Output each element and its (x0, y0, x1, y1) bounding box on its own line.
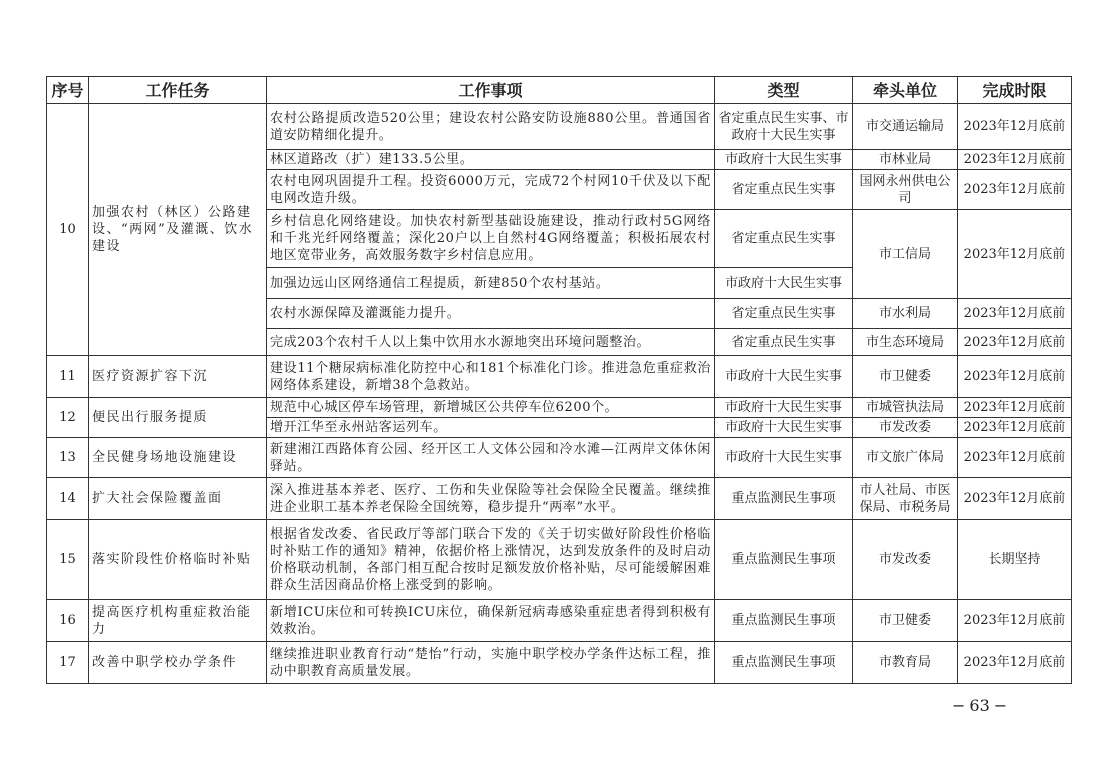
type-cell: 市政府十大民生实事 (715, 268, 853, 299)
table-row (47, 600, 1072, 642)
type-cell: 重点监测民生事项 (715, 520, 853, 600)
type-cell: 重点监测民生事项 (715, 600, 853, 642)
task-cell: 便民出行服务提质 (89, 398, 267, 438)
type-cell: 省定重点民生实事 (715, 170, 853, 210)
type-cell: 市政府十大民生实事 (715, 438, 853, 478)
item-cell: 深入推进基本养老、医疗、工伤和失业保险等社会保险全民覆盖。继续推进企业职工基本养老保险全国统筹，稳步提升“两率”水平。 (267, 478, 715, 520)
task-cell: 提高医疗机构重症救治能力 (89, 600, 267, 642)
lead-cell: 市林业局 (853, 150, 958, 170)
deadline-cell: 2023年12月底前 (958, 600, 1072, 642)
item-cell: 加强边远山区网络通信工程提质，新建850个农村基站。 (267, 268, 715, 299)
lead-cell: 市卫健委 (853, 356, 958, 398)
item-cell: 乡村信息化网络建设。加快农村新型基础设施建设，推动行政村5G网络和千兆光纤网络覆盖；深化20户以上自然村4G网络覆盖；积极拓展农村地区宽带业务，高效服务数字乡村信息应用。 (267, 210, 715, 268)
page-dash-left: − (952, 696, 966, 715)
item-cell: 建设11个糖尿病标准化防控中心和181个标准化门诊。推进急危重症救治网络体系建设，新增38个急救站。 (267, 356, 715, 398)
item-cell: 林区道路改（扩）建133.5公里。 (267, 150, 715, 170)
seq-cell: 13 (47, 438, 89, 478)
deadline-cell: 2023年12月底前 (958, 398, 1072, 418)
type-cell: 市政府十大民生实事 (715, 398, 853, 418)
item-cell: 新建湘江西路体育公园、经开区工人文体公园和冷水滩—江两岸文体休闲驿站。 (267, 438, 715, 478)
seq-cell: 10 (47, 104, 89, 356)
type-cell: 省定重点民生实事、市政府十大民生实事 (715, 104, 853, 150)
table-row (47, 356, 1072, 398)
item-cell: 农村公路提质改造520公里；建设农村公路安防设施880公里。普通国省道安防精细化提升。 (267, 104, 715, 150)
table-row (47, 398, 1072, 418)
deadline-cell: 2023年12月底前 (958, 104, 1072, 150)
task-cell: 落实阶段性价格临时补贴 (89, 520, 267, 600)
seq-cell: 17 (47, 642, 89, 684)
item-cell: 继续推进职业教育行动“楚怡”行动，实施中职学校办学条件达标工程，推动中职教育高质量发展。 (267, 642, 715, 684)
item-cell: 完成203个农村千人以上集中饮用水水源地突出环境问题整治。 (267, 329, 715, 356)
lead-cell: 市发改委 (853, 520, 958, 600)
type-cell: 重点监测民生事项 (715, 478, 853, 520)
item-cell: 增开江华至永州站客运列车。 (267, 418, 715, 438)
task-cell: 改善中职学校办学条件 (89, 642, 267, 684)
table-row (47, 642, 1072, 684)
deadline-cell: 2023年12月底前 (958, 210, 1072, 299)
table-row (47, 520, 1072, 600)
type-cell: 省定重点民生实事 (715, 210, 853, 268)
header-lead: 牵头单位 (853, 77, 958, 104)
lead-cell: 市文旅广体局 (853, 438, 958, 478)
task-cell: 医疗资源扩容下沉 (89, 356, 267, 398)
page-number-value: 63 (969, 696, 990, 715)
lead-cell: 市卫健委 (853, 600, 958, 642)
header-item: 工作事项 (267, 77, 715, 104)
table-header-row (47, 77, 1072, 104)
deadline-cell: 长期坚持 (958, 520, 1072, 600)
deadline-cell: 2023年12月底前 (958, 299, 1072, 329)
seq-cell: 15 (47, 520, 89, 600)
page-number (950, 696, 1009, 715)
item-cell: 规范中心城区停车场管理，新增城区公共停车位6200个。 (267, 398, 715, 418)
lead-cell: 市人社局、市医保局、市税务局 (853, 478, 958, 520)
header-deadline: 完成时限 (958, 77, 1072, 104)
lead-cell: 市水利局 (853, 299, 958, 329)
lead-cell: 市工信局 (853, 210, 958, 299)
lead-cell: 市发改委 (853, 418, 958, 438)
item-cell: 农村水源保障及灌溉能力提升。 (267, 299, 715, 329)
lead-cell: 市交通运输局 (853, 104, 958, 150)
header-seq: 序号 (47, 77, 89, 104)
seq-cell: 16 (47, 600, 89, 642)
type-cell: 市政府十大民生实事 (715, 150, 853, 170)
deadline-cell: 2023年12月底前 (958, 150, 1072, 170)
deadline-cell: 2023年12月底前 (958, 478, 1072, 520)
lead-cell: 市生态环境局 (853, 329, 958, 356)
deadline-cell: 2023年12月底前 (958, 356, 1072, 398)
table-row (47, 438, 1072, 478)
page-dash-right: − (993, 696, 1008, 715)
item-cell: 新增ICU床位和可转换ICU床位，确保新冠病毒感染重症患者得到积极有效救治。 (267, 600, 715, 642)
work-task-table (46, 76, 1072, 684)
lead-cell: 国网永州供电公司 (853, 170, 958, 210)
deadline-cell: 2023年12月底前 (958, 438, 1072, 478)
seq-cell: 11 (47, 356, 89, 398)
item-cell: 农村电网巩固提升工程。投资6000万元，完成72个村网10千伏及以下配电网改造升级。 (267, 170, 715, 210)
type-cell: 市政府十大民生实事 (715, 356, 853, 398)
type-cell: 重点监测民生事项 (715, 642, 853, 684)
header-type: 类型 (715, 77, 853, 104)
deadline-cell: 2023年12月底前 (958, 418, 1072, 438)
item-cell: 根据省发改委、省民政厅等部门联合下发的《关于切实做好阶段性价格临时补贴工作的通知》精神，依据价格上涨情况，达到发放条件的及时启动价格联动机制，各部门相互配合按时足额发放价格补贴，尽可能缓解困难群众生活因商品价格上涨受到的影响。 (267, 520, 715, 600)
seq-cell: 12 (47, 398, 89, 438)
header-task: 工作任务 (89, 77, 267, 104)
deadline-cell: 2023年12月底前 (958, 642, 1072, 684)
task-cell: 扩大社会保险覆盖面 (89, 478, 267, 520)
task-cell: 加强农村（林区）公路建设、“两网”及灌溉、饮水建设 (89, 104, 267, 356)
deadline-cell: 2023年12月底前 (958, 329, 1072, 356)
deadline-cell: 2023年12月底前 (958, 170, 1072, 210)
lead-cell: 市城管执法局 (853, 398, 958, 418)
table-row (47, 104, 1072, 150)
lead-cell: 市教育局 (853, 642, 958, 684)
type-cell: 省定重点民生实事 (715, 329, 853, 356)
type-cell: 市政府十大民生实事 (715, 418, 853, 438)
task-cell: 全民健身场地设施建设 (89, 438, 267, 478)
type-cell: 省定重点民生实事 (715, 299, 853, 329)
seq-cell: 14 (47, 478, 89, 520)
table-row (47, 478, 1072, 520)
